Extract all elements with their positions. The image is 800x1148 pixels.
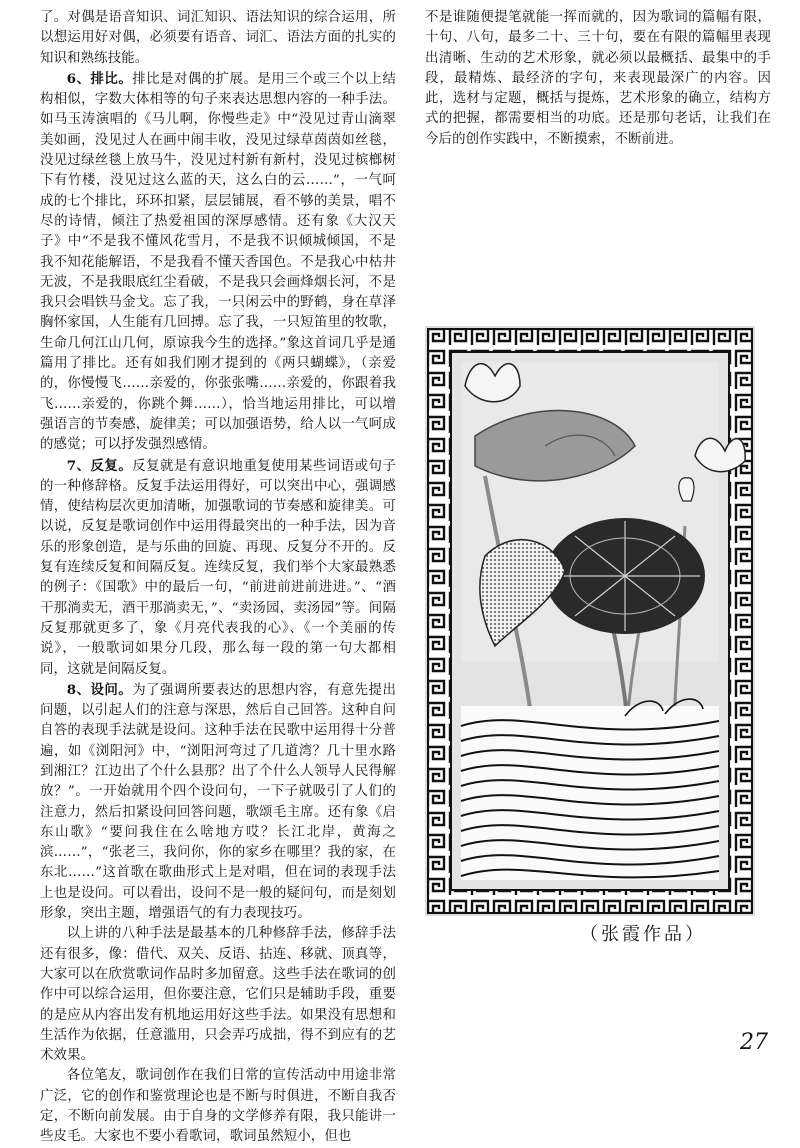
section-heading: 6、排比。 (66, 70, 133, 87)
paragraph: 各位笔友，歌词创作在我们日常的宣传活动中用途非常广泛，它的创作和鉴赏理论也是不断与时俱进，不断自我否定，不断向前发展。由于自身的文学修养有限，我只能讲一些皮毛。大家也不要小看歌词，歌词虽然短小，但也 (40, 1068, 396, 1145)
lotus-ink-painting (425, 326, 755, 916)
section-heading: 7、反复。 (66, 457, 133, 474)
section-heading: 8、设问。 (66, 681, 133, 698)
left-column (40, 8, 396, 1148)
section-text: 反复就是有意识地重复使用某些词语或句子的一种修辞格。反复手法运用得好，可以突出中心，强调感情，使结构层次更加清晰，加强歌词的节奏感和旋律美。可以说，反复是歌词创作中运用得最突出的一种手法，因为音乐的形象创造，是与乐曲的回旋、再现、反复分不开的。反复有连续反复和间隔反复。连续反复，我们举个大家最熟悉的例子：《国歌》中的最后一句，“前进前进前进进。”、“酒干那淌卖无，酒干那淌卖无，”、“卖汤园，卖汤园”等。间隔反复那就更多了，象《月亮代表我的心》、《一个美丽的传说》，一般歌词如果分几段，那么每一段的第一句大都相同，这就是间隔反复。 (40, 458, 396, 677)
paragraph: 了。对偶是语音知识、词汇知识、语法知识的综合运用，所以想运用好对偶，必须要有语音、词汇、语法方面的扎实的知识和熟练技能。 (40, 10, 396, 66)
section-paibi (40, 69, 396, 456)
section-fanfu (40, 456, 396, 680)
section-text: 排比是对偶的扩展。是用三个或三个以上结构相似，字数大体相等的句子来表达思想内容的一种手法。如马玉涛演唱的《马儿啊，你慢些走》中“没见过青山滴翠美如画，没见过人在画中闹丰收，没见过绿草茵茵如丝毯，没见过绿丝毯上放马牛，没见过村新有新村，没见过槟榔树下有竹楼，没见过这么蓝的天，这么白的云……”，一气呵成的七个排比，环环扣紧，层层铺展，看不够的美景，唱不尽的诗情，倾注了热爱祖国的深厚感情。还有象《大汉天子》中“不是我不懂风花雪月，不是我不识倾城倾国，不是我不知花能解语，不是我看不懂天香国色。不是我心中枯井无波，不是我眼底红尘看破，不是我只会画烽烟长河，不是我只会唱铁马金戈。忘了我，一只闲云中的野鹤，身在草泽胸怀家国，人生能有几回搏。忘了我，一只短笛里的牧歌，生命几何江山几何，原谅我今生的选择。”象这首词几乎是通篇用了排比。还有如我们刚才提到的《两只蝴蝶》，（亲爱的，你慢慢飞……亲爱的，你张张嘴……亲爱的，你跟着我飞……亲爱的，你跳个舞……），恰当地运用排比，可以增强语言的节奏感，旋律美；可以加强语势，给人以一气呵成的感觉；可以抒发强烈感情。 (40, 71, 396, 453)
right-column (425, 8, 771, 150)
artwork-caption: （张霞作品） (580, 924, 706, 945)
page-number: 27 (740, 1030, 768, 1055)
paragraph: 以上讲的八种手法是最基本的几种修辞手法，修辞手法还有很多，像：借代、双关、反语、拈连、移就、顶真等，大家可以在欣赏歌词作品时多加留意。这些手法在歌词的创作中可以综合运用，但你要注意，它们只是辅助手段，重要的是应从内容出发有机地运用好这些手法。如果没有思想和生活作为依据，任意滥用，只会弄巧成拙，得不到应有的艺术效果。 (40, 926, 396, 1064)
paragraph: 不是谁随便提笔就能一挥而就的，因为歌词的篇幅有限，十句、八句，最多二十、三十句，要在有限的篇幅里表现出清晰、生动的艺术形象，就必须以最概括、最集中的手段，最精炼、最经济的字句，来表现最深广的内容。因此，选材与定题，概括与提炼，艺术形象的确立，结构方式的把握，都需要相当的功底。还是那句老话，让我们在今后的创作实践中，不断摸索，不断前进。 (425, 10, 771, 147)
section-text: 为了强调所要表达的思想内容，有意先提出问题，以引起人们的注意与深思，然后自己回答。这种自问自答的表现手法就是设问。这种手法在民歌中运用得十分普遍，如《浏阳河》中，“浏阳河弯过了几道湾？几十里水路到湘江？江边出了个什么县那？出了个什么人领导人民得解放？”。一开始就用个四个设问句，一下子就吸引了人们的注意力，然后扣紧设问回答问题，歌颂毛主席。还有象《启东山歌》“要问我住在么啥地方哎？长江北岸，黄海之滨……”，“张老三，我问你，你的家乡在哪里？我的家，在东北……”这首歌在歌曲形式上是对唱，但在词的表现手法上也是设问。可以看出，设问不是一般的疑问句，而是刻划形象，突出主题，增强语气的有力表现技巧。 (40, 682, 396, 922)
section-shewen (40, 680, 396, 925)
